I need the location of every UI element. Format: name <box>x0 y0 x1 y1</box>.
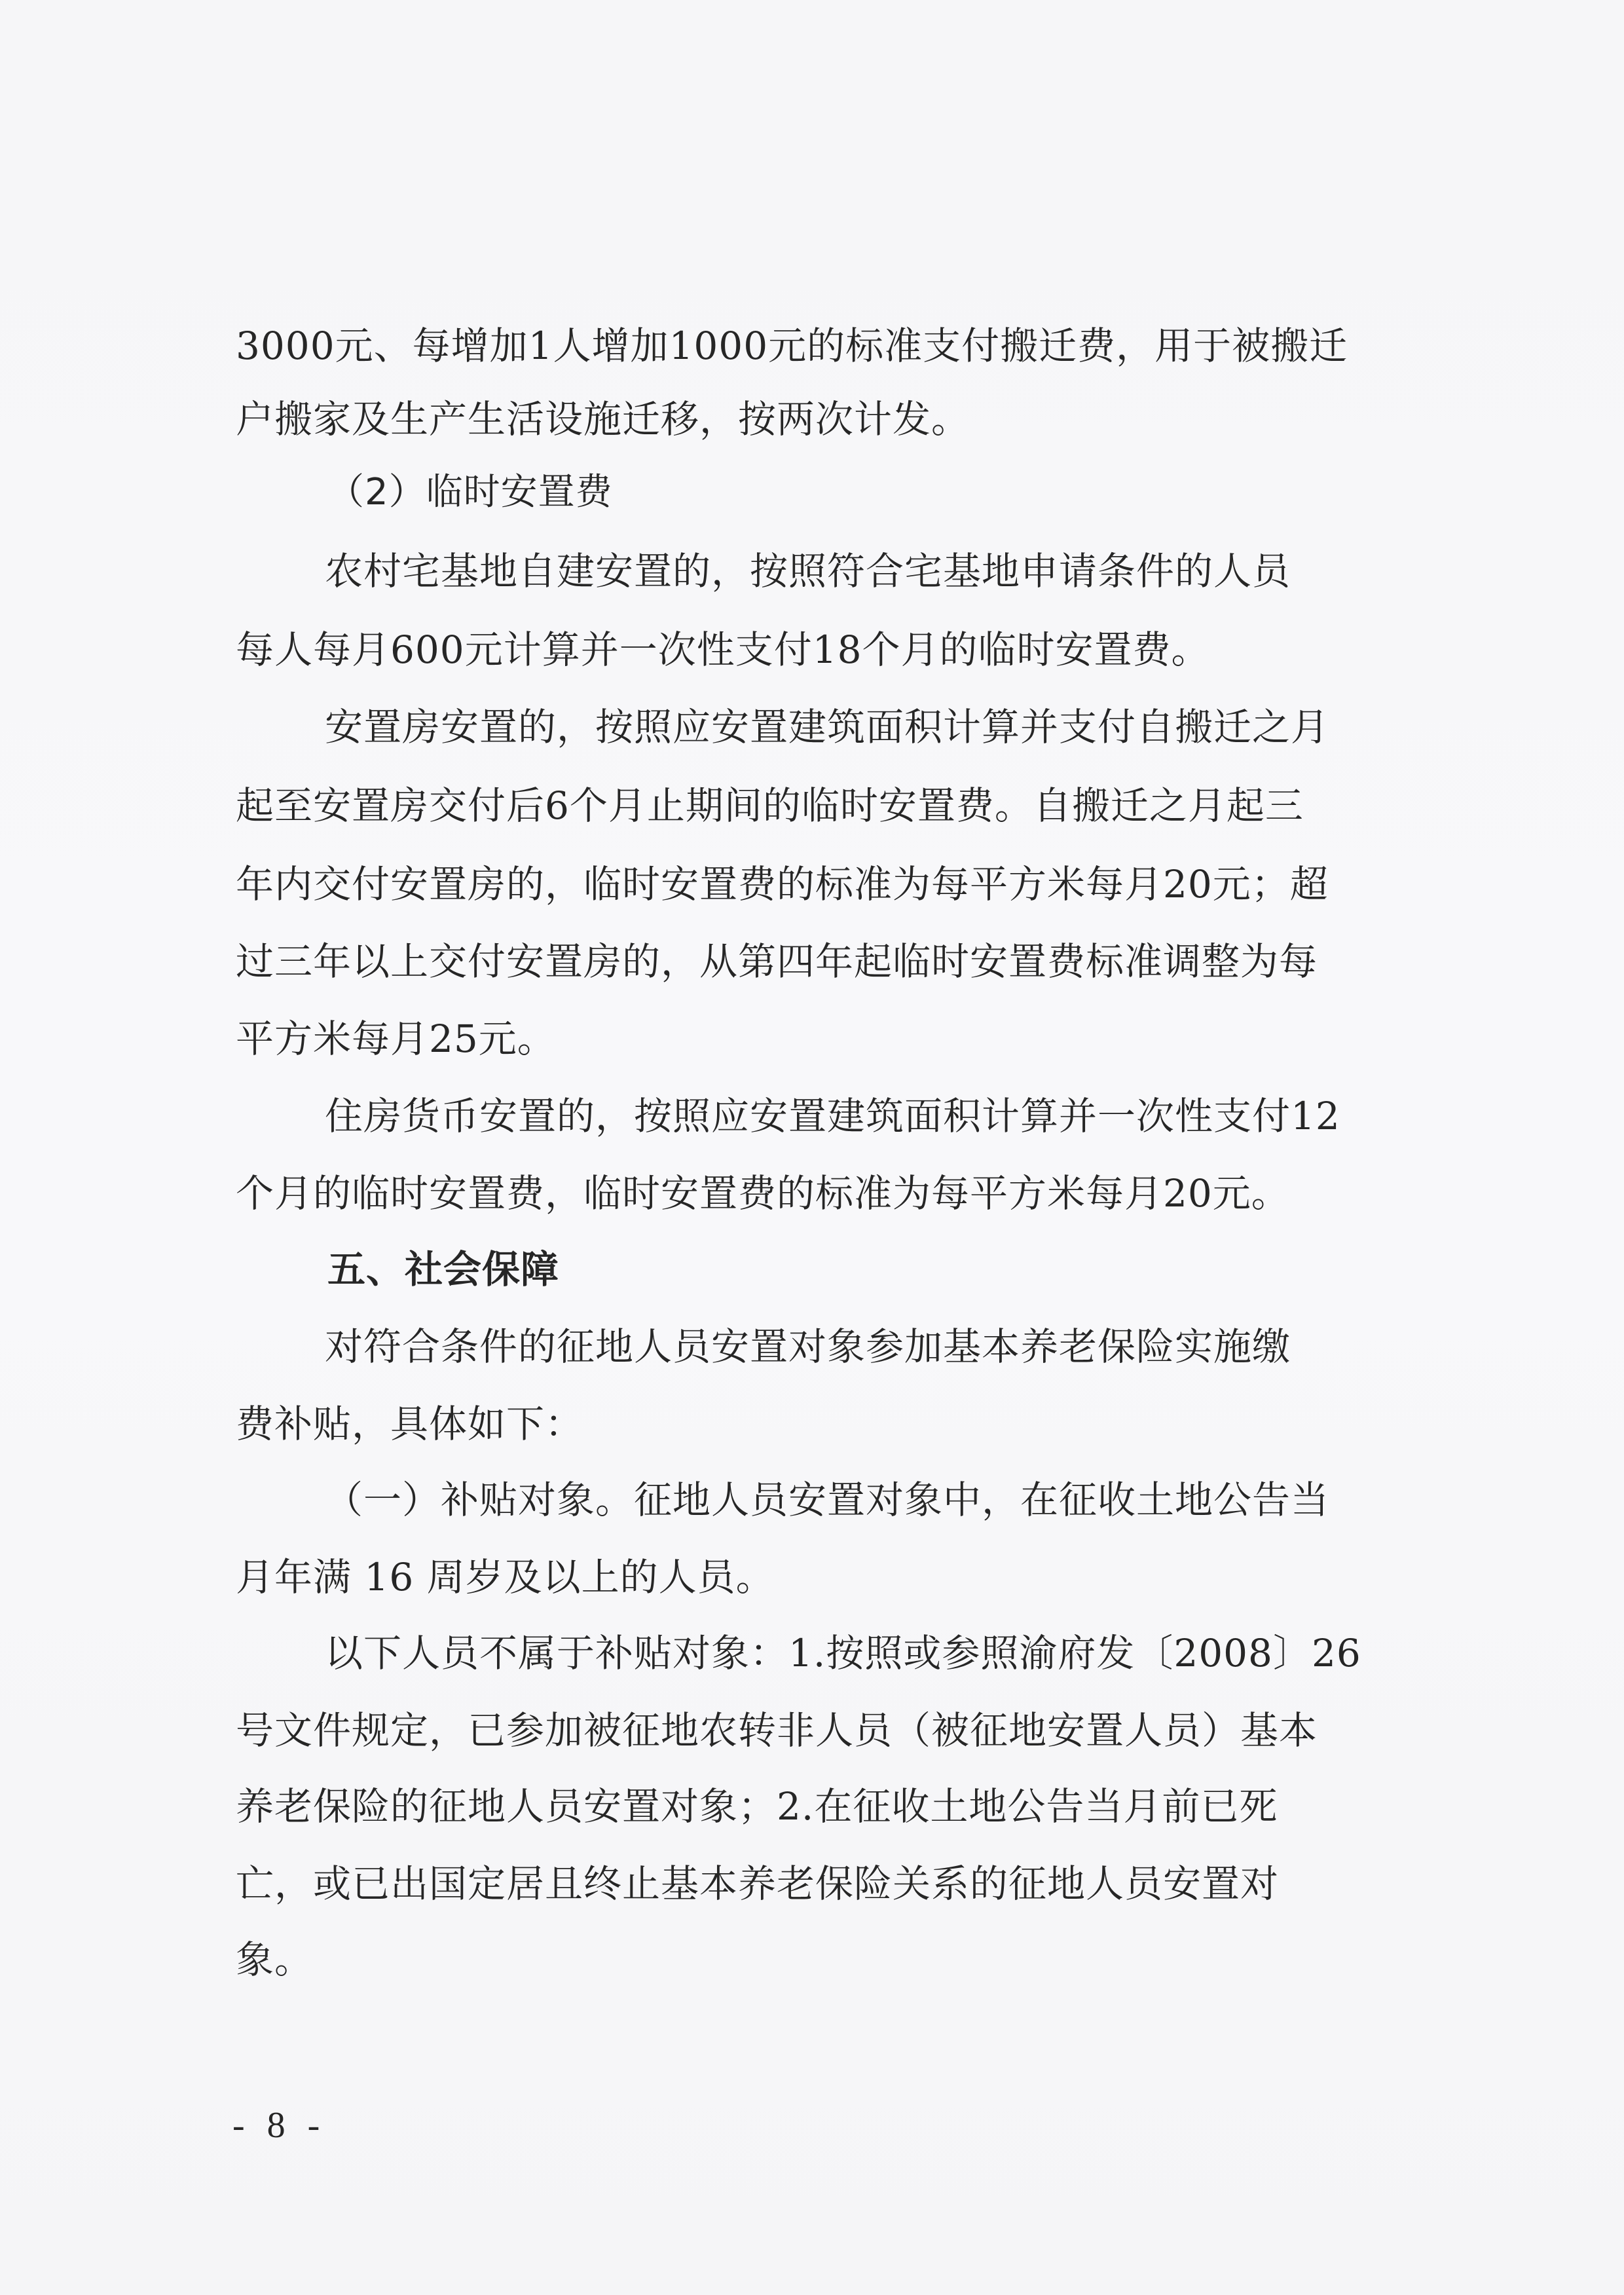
paragraph-line: （一）补贴对象。征地人员安置对象中，在征收土地公告当 <box>325 1478 1330 1522</box>
paragraph-line: 过三年以上交付安置房的，从第四年起临时安置费标准调整为每 <box>236 939 1318 984</box>
paragraph-line: 养老保险的征地人员安置对象；2.在征收土地公告当月前已死 <box>236 1784 1278 1829</box>
paragraph-line: 住房货币安置的，按照应安置建筑面积计算并一次性支付12 <box>325 1094 1340 1138</box>
paragraph-line: 户搬家及生产生活设施迁移，按两次计发。 <box>236 397 970 441</box>
paragraph-line: 起至安置房交付后6个月止期间的临时安置费。自搬迁之月起三 <box>236 783 1304 828</box>
section-heading: 五、社会保障 <box>327 1247 560 1292</box>
paragraph-line: 安置房安置的，按照应安置建筑面积计算并支付自搬迁之月 <box>325 705 1330 749</box>
paragraph-line: 农村宅基地自建安置的，按照符合宅基地申请条件的人员 <box>325 549 1291 593</box>
paragraph-line: 每人每月600元计算并一次性支付18个月的临时安置费。 <box>236 627 1210 672</box>
paragraph-line: 年内交付安置房的，临时安置费的标准为每平方米每月20元；超 <box>236 862 1329 906</box>
subsection-heading: （2）临时安置费 <box>327 471 613 513</box>
paragraph-line: 象。 <box>236 1937 314 1982</box>
paragraph-line: 亡，或已出国定居且终止基本养老保险关系的征地人员安置对 <box>236 1861 1280 1906</box>
page-number: - 8 - <box>232 2105 327 2146</box>
paragraph-line: 以下人员不属于补贴对象：1.按照或参照渝府发〔2008〕26 <box>325 1631 1361 1675</box>
paragraph-line: 3000元、每增加1人增加1000元的标准支付搬迁费，用于被搬迁 <box>236 324 1348 368</box>
paragraph-line: 号文件规定，已参加被征地农转非人员（被征地安置人员）基本 <box>236 1708 1318 1753</box>
paragraph-line: 对符合条件的征地人员安置对象参加基本养老保险实施缴 <box>325 1324 1291 1369</box>
paragraph-line: 费补贴，具体如下： <box>236 1402 584 1446</box>
paragraph-line: 个月的临时安置费，临时安置费的标准为每平方米每月20元。 <box>236 1171 1290 1216</box>
paragraph-line: 月年满 16 周岁及以上的人员。 <box>236 1555 775 1599</box>
paragraph-line: 平方米每月25元。 <box>236 1017 556 1061</box>
